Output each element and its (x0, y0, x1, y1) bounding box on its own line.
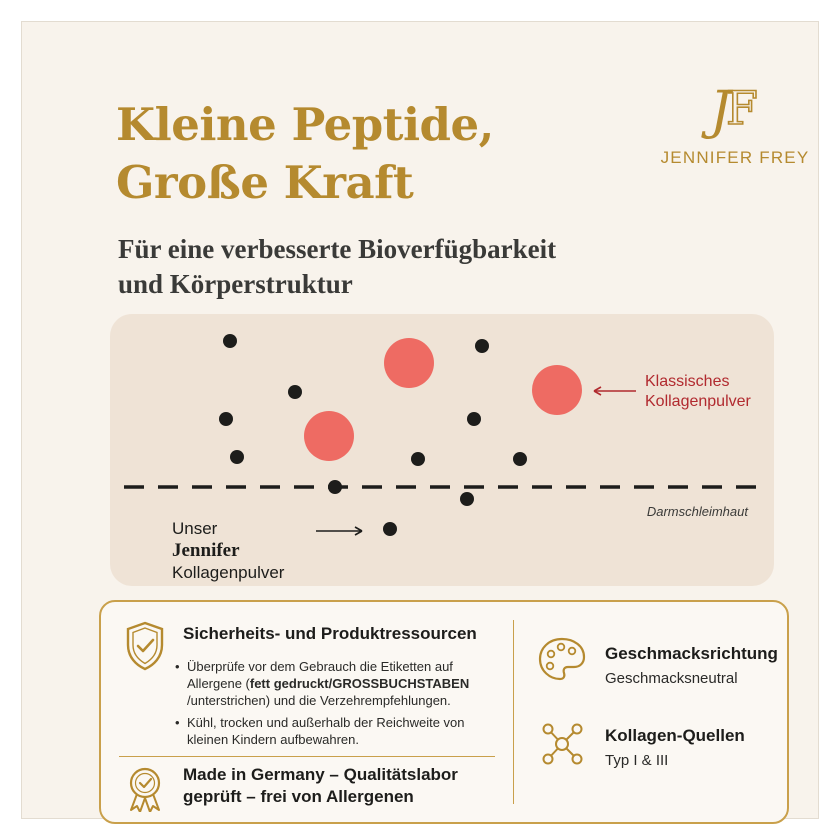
svg-text:J: J (710, 81, 731, 141)
small-peptide-dot (383, 522, 397, 536)
classic-label-line-2: Kollagenpulver (645, 393, 751, 410)
made-in-germany (183, 764, 458, 808)
palette-icon (537, 636, 587, 682)
headline-line-1: Kleine Peptide, (116, 98, 494, 151)
brand-name: JENNIFER FREY (660, 148, 810, 167)
taste-title: Geschmacksrichtung (605, 644, 778, 663)
absorption-illustration (110, 314, 774, 586)
small-peptide-dot (460, 492, 474, 506)
award-ribbon-icon (125, 766, 165, 812)
horizontal-divider (119, 756, 495, 757)
small-peptide-dot (328, 480, 342, 494)
svg-text:F: F (726, 81, 758, 135)
safety-list (173, 658, 503, 753)
our-collagen-label (172, 518, 284, 584)
our-label-line-2: Kollagenpulver (172, 563, 285, 582)
subheadline-line-1: Für eine verbesserte Bioverfügbarkeit (118, 234, 557, 264)
classic-label-line-1: Klassisches (645, 373, 730, 390)
molecule-icon (539, 720, 585, 768)
safety-bullet-allergens (173, 658, 503, 709)
bullet-text-end: /unterstrichen) und die Verzehrempfehlungen. (187, 693, 451, 708)
our-label-prefix: Unser (172, 519, 218, 538)
small-peptide-dot (411, 452, 425, 466)
headline (116, 96, 494, 212)
sources-title: Kollagen-Quellen (605, 726, 745, 745)
arrow-left-icon (594, 387, 636, 395)
infographic-card (21, 21, 819, 819)
our-label-brand: Jennifer (172, 540, 240, 561)
brand-logo (650, 72, 820, 168)
shield-check-icon (123, 620, 167, 672)
bullet-text-start: Überprüfe vor dem Gebrauch die Etiketten auf Allergene ( (187, 659, 453, 691)
taste-value: Geschmacksneutral (605, 670, 738, 687)
jf-monogram-icon (700, 72, 770, 142)
bullet-text-bold: fett gedruckt/GROSSBUCHSTABEN (249, 676, 470, 691)
large-collagen-particle (532, 365, 582, 415)
small-peptide-dot (467, 412, 481, 426)
sources-value: Typ I & III (605, 752, 669, 769)
small-peptide-dot (230, 450, 244, 464)
large-collagen-particle (384, 338, 434, 388)
our-label-line-1 (172, 518, 284, 562)
made-in-line-1: Made in Germany – Qualitätslabor (183, 765, 458, 784)
vertical-divider (513, 620, 514, 804)
subheadline-line-2: und Körperstruktur (118, 269, 353, 299)
headline-line-2: Große Kraft (116, 156, 414, 209)
subheadline (118, 232, 556, 302)
safety-title: Sicherheits- und Produktressourcen (183, 624, 477, 643)
small-peptide-dot (475, 339, 489, 353)
large-collagen-particle (304, 411, 354, 461)
arrow-right-icon (316, 527, 362, 535)
small-peptide-dot (219, 412, 233, 426)
product-info-box (99, 600, 789, 824)
small-peptide-dot (223, 334, 237, 348)
small-peptide-dot (513, 452, 527, 466)
small-peptide-dot (288, 385, 302, 399)
safety-bullet-storage: • Kühl, trocken und außerhalb der Reichweite von kleinen Kindern aufbewahren. (173, 714, 503, 748)
classic-collagen-label (645, 372, 751, 412)
made-in-line-2: geprüft – frei von Allergenen (183, 787, 414, 806)
membrane-label: Darmschleimhaut (646, 504, 748, 519)
